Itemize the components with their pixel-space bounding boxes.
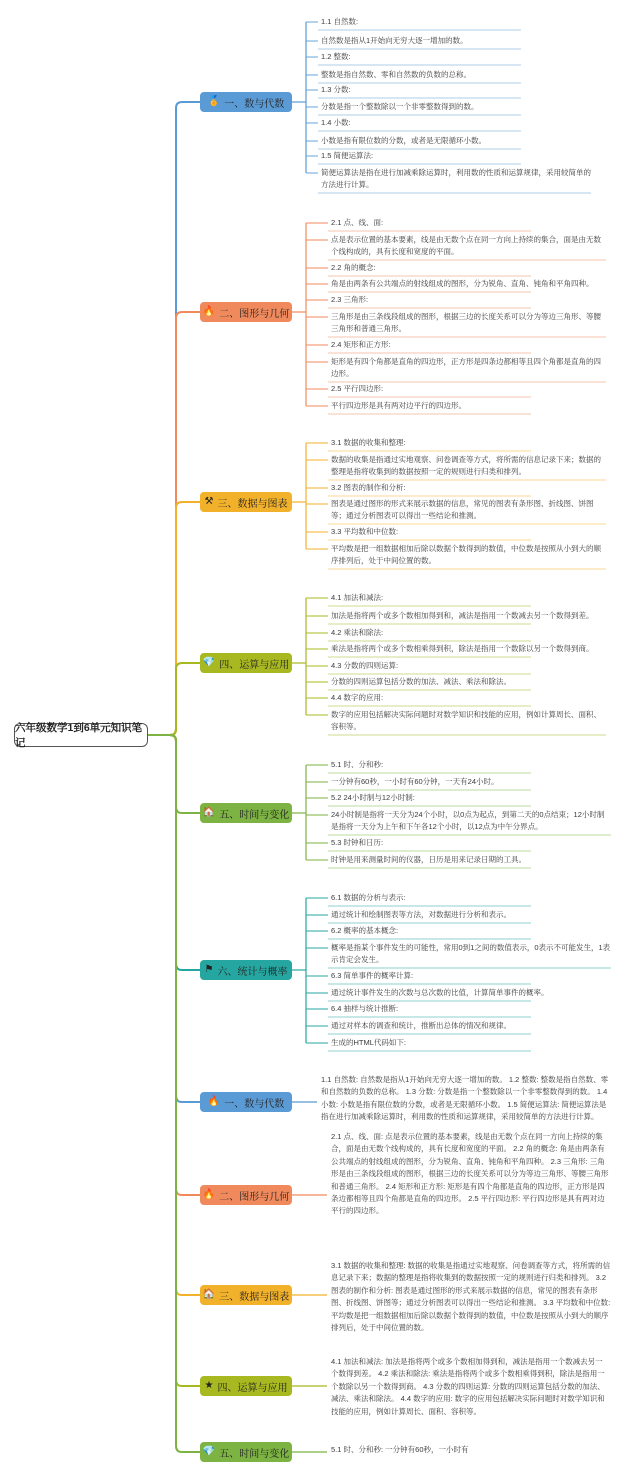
leaf-text: 6.1 数据的分析与表示: xyxy=(331,893,406,902)
trunk-connector xyxy=(148,735,200,970)
branch-node[interactable] xyxy=(200,803,292,823)
merged-paragraph: 5.1 时、分和秒: 一分钟有60秒，一小时有 xyxy=(331,1445,469,1454)
leaf-text: 图表是通过图形的形式来展示数据的信息，常见的图表有条形图、折线图、饼图等；通过分析图表可以得出一些结论和推测。 xyxy=(331,499,594,520)
branch-node[interactable] xyxy=(200,92,292,112)
leaf-text: 4.2 乘法和除法: xyxy=(331,628,384,637)
leaf-text: 1.5 简便运算法: xyxy=(321,151,374,160)
diamond-icon: 💎 xyxy=(202,657,216,668)
leaf-text: 整数是指自然数、零和自然数的负数的总称。 xyxy=(321,70,471,79)
leaf-text: 2.4 矩形和正方形: xyxy=(331,340,391,349)
branch-label: 二、图形与几何 xyxy=(219,308,290,320)
trunk-connector xyxy=(148,663,200,735)
branch-label: 三、数据与图表 xyxy=(217,498,288,510)
leaf-text: 简便运算法是指在进行加减乘除运算时，利用数的性质和运算规律，采用较简单的方法进行计算。 xyxy=(321,168,591,189)
leaf-text: 3.3 平均数和中位数: xyxy=(331,527,399,536)
leaf-text: 三角形是由三条线段组成的图形，根据三边的长度关系可以分为等边三角形、等腰三角形和普通三角形。 xyxy=(331,312,601,333)
diamond-icon: 💎 xyxy=(202,1446,216,1457)
branch-node[interactable] xyxy=(200,1092,292,1112)
star-icon: ★ xyxy=(204,1380,214,1391)
home-icon: 🏠 xyxy=(202,807,216,818)
leaf-text: 2.1 点、线、面: xyxy=(331,218,384,227)
leaf-text: 点是表示位置的基本要素，线是由无数个点在同一方向上持续的集合，面是由无数个线构成的，具有长度和宽度的平面。 xyxy=(331,235,601,256)
leaf-text: 6.4 抽样与统计推断: xyxy=(331,1004,399,1013)
branch-label: 二、图形与几何 xyxy=(219,1191,290,1203)
trunk-connector xyxy=(148,735,200,1295)
leaf-text: 通过统计和绘制图表等方法，对数据进行分析和表示。 xyxy=(331,910,511,919)
flame-icon: 🔥 xyxy=(207,1096,221,1107)
branch-node[interactable] xyxy=(200,653,292,673)
branch-label: 五、时间与变化 xyxy=(219,1448,290,1460)
leaf-text: 概率是指某个事件发生的可能性，常用0到1之间的数值表示，0表示不可能发生，1表示肯定会发生。 xyxy=(331,943,611,964)
branch-label: 六、统计与概率 xyxy=(217,966,288,978)
home-icon: 🏠 xyxy=(202,1289,216,1300)
medal-icon: 🏅 xyxy=(207,96,221,107)
leaf-text: 6.2 概率的基本概念: xyxy=(331,926,399,935)
branch-node[interactable] xyxy=(200,1185,292,1205)
trunk-connector xyxy=(148,102,200,735)
trunk-connector xyxy=(148,312,200,735)
leaf-text: 小数是指有限位数的分数，或者是无限循环小数。 xyxy=(321,136,486,145)
leaf-text: 一分钟有60秒，一小时有60分钟，一天有24小时。 xyxy=(331,777,499,786)
leaf-text: 3.1 数据的收集和整理: xyxy=(331,438,406,447)
leaf-text: 角是由两条有公共端点的射线组成的图形，分为锐角、直角、钝角和平角四种。 xyxy=(331,279,594,288)
leaf-text: 通过对样本的调查和统计，推断出总体的情况和规律。 xyxy=(331,1021,511,1030)
branch-node[interactable] xyxy=(200,1376,292,1396)
leaf-text: 数据的收集是指通过实地观察、问卷调查等方式，将所需的信息记录下来；数据的整理是指将收集到的数据按照一定的规则进行归类和排列。 xyxy=(331,455,601,476)
leaf-text: 时钟是用来测量时间的仪器，日历是用来记录日期的工具。 xyxy=(331,855,526,864)
leaf-text: 平均数是把一组数据相加后除以数据个数得到的数值，中位数是按照从小到大的顺序排列后，处于中间位置的数。 xyxy=(331,544,601,565)
trunk-connector xyxy=(148,502,200,735)
leaf-text: 乘法是指将两个或多个数相乘得到积，除法是指用一个数除以另一个数得到商。 xyxy=(331,644,594,653)
leaf-text: 5.1 时、分和秒: xyxy=(331,760,384,769)
merged-paragraph: 4.1 加法和减法: 加法是指将两个或多个数相加得到和，减法是指用一个数减去另一个数得到差。 4.2 乘法和除法: 乘法是指将两个或多个数相乘得到积，除法是指用一个数除以另一个数得到商。 4.3 分数的四则运算: 分数的四则运算包括分数的加法、减法、乘法和除法。 4.4 数字的应用: 数字的应用包括解决实际问题时对数学知识和技能的应用，例如计算周长、面积、容积等。 xyxy=(331,1357,605,1416)
branch-label: 三、数据与图表 xyxy=(219,1291,290,1303)
leaf-text: 矩形是有四个角都是直角的四边形，正方形是四条边都相等且四个角都是直角的四边形。 xyxy=(331,357,601,378)
branch-node[interactable] xyxy=(200,960,292,980)
leaf-text: 6.3 简单事件的概率计算: xyxy=(331,971,414,980)
leaf-text: 3.2 图表的制作和分析: xyxy=(331,483,406,492)
trunk-connector xyxy=(148,735,200,1452)
leaf-text: 1.2 整数: xyxy=(321,52,351,61)
root-topic[interactable] xyxy=(14,723,148,747)
leaf-text: 自然数是指从1开始向无穷大逐一增加的数。 xyxy=(321,36,468,45)
branch-node[interactable] xyxy=(200,302,292,322)
root-title: 六年级数学1到6单元知识笔记 xyxy=(15,722,143,749)
branch-label: 一、数与代数 xyxy=(224,1098,285,1110)
trunk-connector xyxy=(148,735,200,1102)
leaf-text: 1.3 分数: xyxy=(321,85,351,94)
branch-node[interactable] xyxy=(200,1285,292,1305)
leaf-text: 5.2 24小时制与12小时制: xyxy=(331,793,415,802)
trunk-connector xyxy=(148,735,200,813)
flag-icon: ⚑ xyxy=(204,964,214,975)
leaf-text: 4.3 分数的四则运算: xyxy=(331,661,399,670)
merged-paragraph: 3.1 数据的收集和整理: 数据的收集是指通过实地观察、问卷调查等方式，将所需的信息记录下来；数据的整理是指将收集到的数据按照一定的规则进行归类和排列。 3.2 图表的制作和分析: 图表是通过图形的形式来展示数据的信息，常见的图表有条形图、折线图、饼图等；通过分析图表可以得出一些结论和推测。 3.3 平均数和中位数: 平均数是把一组数据相加后除以数据个数得到的数值，中位数是按照从小到大的顺序排列后，处于中间位置的数。 xyxy=(331,1261,611,1333)
leaf-text: 2.5 平行四边形: xyxy=(331,384,384,393)
trunk-connector xyxy=(148,735,200,1386)
tools-icon: ⚒ xyxy=(204,496,214,507)
flame-icon: 🔥 xyxy=(202,1189,216,1200)
leaf-text: 通过统计事件发生的次数与总次数的比值，计算简单事件的概率。 xyxy=(331,988,549,997)
leaf-text: 加法是指将两个或多个数相加得到和，减法是指用一个数减去另一个数得到差。 xyxy=(331,611,594,620)
branch-node[interactable] xyxy=(200,1442,292,1462)
leaf-text: 2.3 三角形: xyxy=(331,295,369,304)
leaf-text: 2.2 角的概念: xyxy=(331,263,376,272)
branch-label: 五、时间与变化 xyxy=(219,809,290,821)
branch-label: 四、运算与应用 xyxy=(217,1382,288,1394)
leaf-text: 数字的应用包括解决实际问题时对数学知识和技能的应用，例如计算周长、面积、容积等。 xyxy=(331,710,601,731)
merged-paragraph: 2.1 点、线、面: 点是表示位置的基本要素，线是由无数个点在同一方向上持续的集合，面是由无数个线构成的，具有长度和宽度的平面。 2.2 角的概念: 角是由两条有公共端点的射线组成的图形，分为锐角、直角、钝角和平角四种。 2.3 三角形: 三角形是由三条线段组成的图形，根据三边的长度关系可以分为等边三角形、等腰三角形和普通三角形。 2.4 矩形和正方形: 矩形是有四个角都是直角的四边形，正方形是四条边都相等且四个角都是直角的四边形。 2.5 平行四边形: 平行四边形是具有两对边平行的四边形。 xyxy=(331,1132,609,1216)
trunk-connector xyxy=(148,735,200,1195)
leaf-text: 4.1 加法和减法: xyxy=(331,593,384,602)
leaf-text: 24小时制是指将一天分为24个小时，以0点为起点，到第二天的0点结束；12小时制是指将一天分为上午和下午各12个小时，以12点为中午分界点。 xyxy=(331,810,605,831)
branch-label: 一、数与代数 xyxy=(224,98,285,110)
merged-paragraph: 1.1 自然数: 自然数是指从1开始向无穷大逐一增加的数。 1.2 整数: 整数是指自然数、零和自然数的负数的总称。 1.3 分数: 分数是指一个整数除以一个非零整数得到的数。 1.4 小数: 小数是指有限位数的分数，或者是无限循环小数。 1.5 简便运算法: 简便运算法是指在进行加减乘除运算时，利用数的性质和运算规律，采用较简单的方法进行计算。 xyxy=(321,1075,609,1122)
leaf-text: 分数是指一个整数除以一个非零整数得到的数。 xyxy=(321,102,479,111)
flame-icon: 🔥 xyxy=(202,306,216,317)
leaf-text: 分数的四则运算包括分数的加法、减法、乘法和除法。 xyxy=(331,677,511,686)
leaf-text: 平行四边形是具有两对边平行的四边形。 xyxy=(331,401,466,410)
branch-label: 四、运算与应用 xyxy=(219,659,290,671)
leaf-text: 1.1 自然数: xyxy=(321,17,359,26)
leaf-text: 生成的HTML代码如下: xyxy=(331,1038,406,1047)
leaf-text: 4.4 数字的应用: xyxy=(331,693,384,702)
leaf-text: 1.4 小数: xyxy=(321,118,351,127)
branch-node[interactable] xyxy=(200,492,292,512)
leaf-text: 5.3 时钟和日历: xyxy=(331,838,384,847)
